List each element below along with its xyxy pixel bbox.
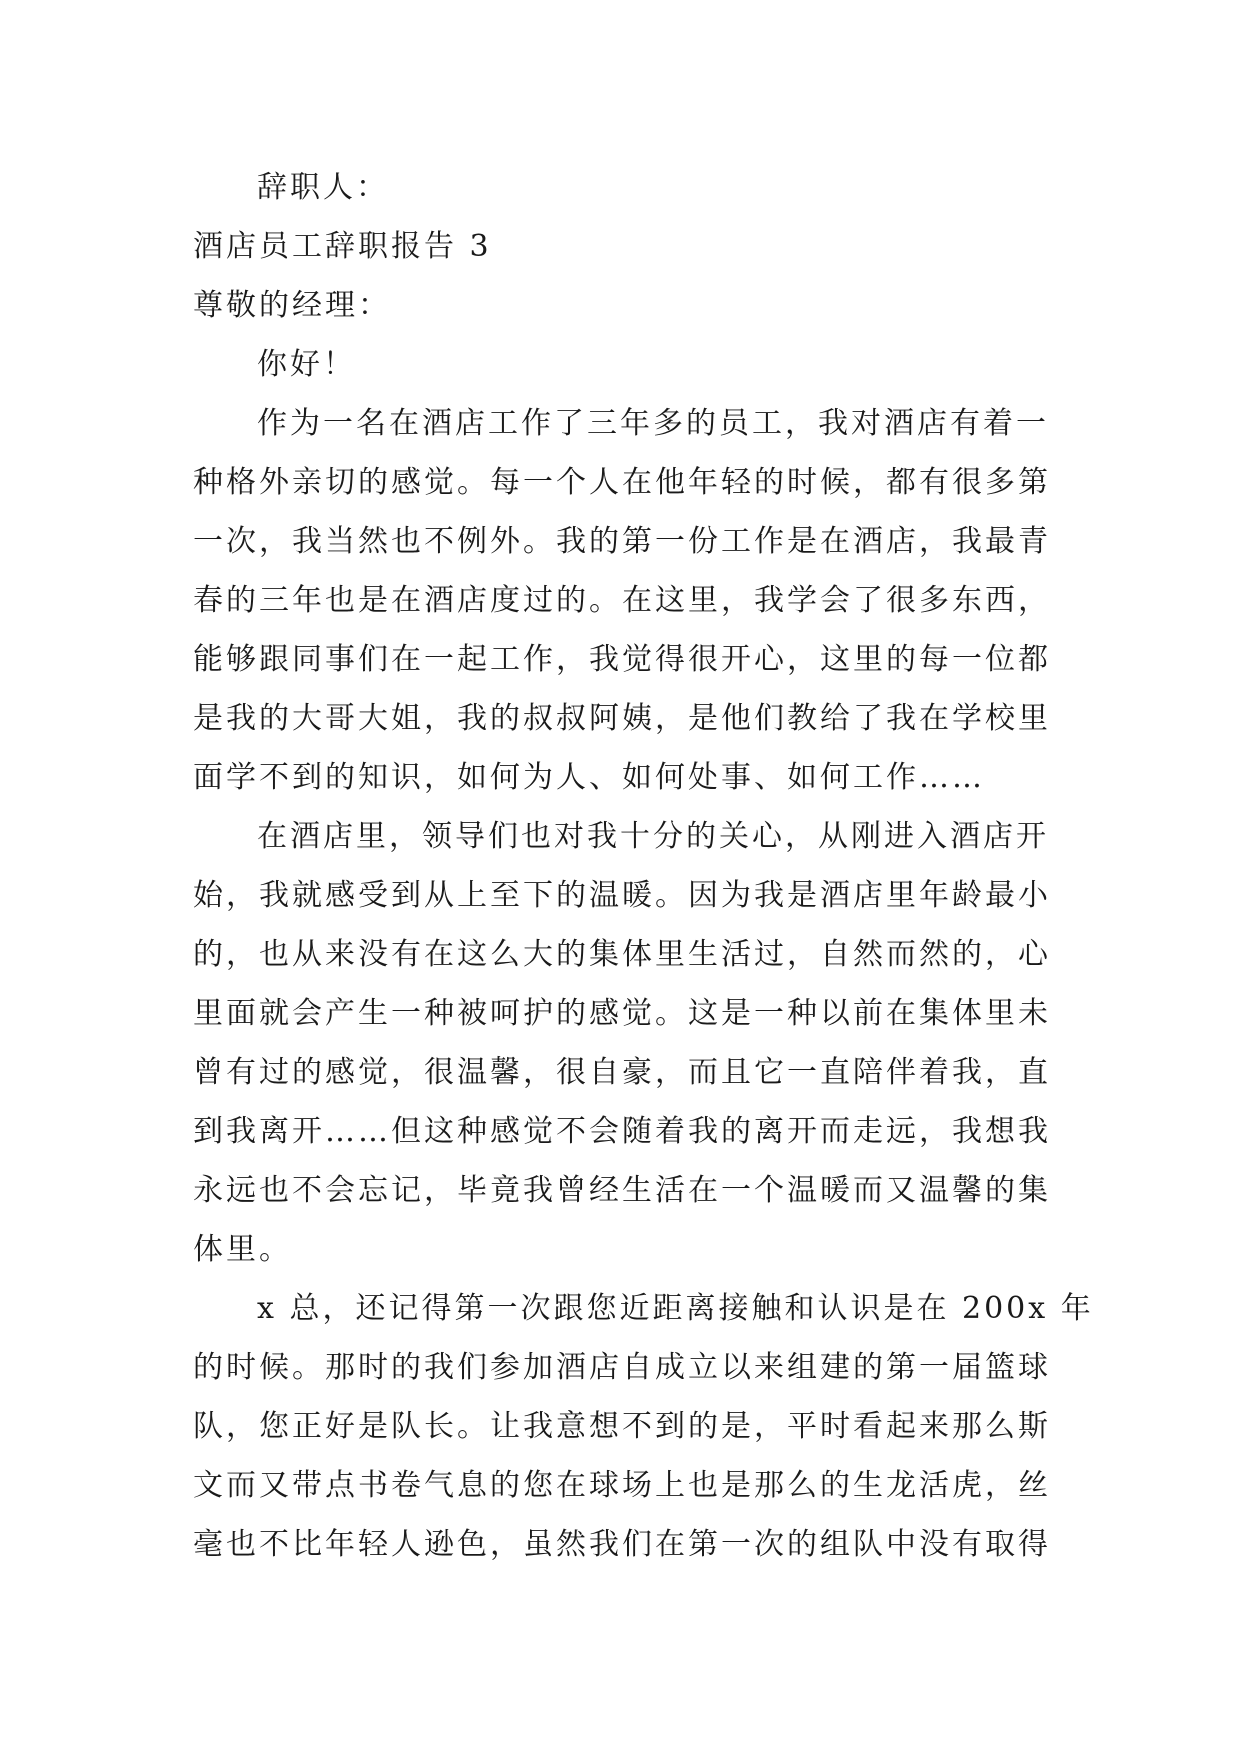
paragraph-2: [193, 807, 1053, 1279]
paragraph-line: 永远也不会忘记，毕竟我曾经生活在一个温暖而又温馨的集: [193, 1173, 1051, 1208]
paragraph-3: [193, 1279, 1094, 1574]
paragraph-line: 的时候。那时的我们参加酒店自成立以来组建的第一届篮球: [193, 1350, 1051, 1385]
paragraph-line: 是我的大哥大姐，我的叔叔阿姨，是他们教给了我在学校里: [193, 701, 1051, 736]
signature-label: 辞职人：: [257, 170, 389, 205]
greeting: 你好！: [257, 347, 356, 382]
paragraph-line: 队，您正好是队长。让我意想不到的是，平时看起来那么斯: [193, 1409, 1051, 1444]
paragraph-line: 作为一名在酒店工作了三年多的员工，我对酒店有着一: [257, 406, 1049, 441]
paragraph-line: 里面就会产生一种被呵护的感觉。这是一种以前在集体里未: [193, 996, 1051, 1031]
paragraph-line: 曾有过的感觉，很温馨，很自豪，而且它一直陪伴着我，直: [193, 1055, 1051, 1090]
paragraph-line: x 总，还记得第一次跟您近距离接触和认识是在 200x 年: [257, 1291, 1094, 1326]
paragraph-line: 一次，我当然也不例外。我的第一份工作是在酒店，我最青: [193, 524, 1051, 559]
salutation: 尊敬的经理：: [193, 288, 391, 323]
paragraph-line: 面学不到的知识，如何为人、如何处事、如何工作……: [193, 760, 985, 795]
paragraph-line: 春的三年也是在酒店度过的。在这里，我学会了很多东西，: [193, 583, 1051, 618]
paragraph-line: 毫也不比年轻人逊色，虽然我们在第一次的组队中没有取得: [193, 1527, 1051, 1562]
paragraph-line: 体里。: [193, 1232, 292, 1267]
paragraph-line: 文而又带点书卷气息的您在球场上也是那么的生龙活虎，丝: [193, 1468, 1051, 1503]
paragraph-1: [193, 394, 1053, 807]
paragraph-line: 的，也从来没有在这么大的集体里生活过，自然而然的，心: [193, 937, 1051, 972]
paragraph-line: 始，我就感受到从上至下的温暖。因为我是酒店里年龄最小: [193, 878, 1051, 913]
paragraph-line: 在酒店里，领导们也对我十分的关心，从刚进入酒店开: [257, 819, 1049, 854]
paragraph-line: 到我离开……但这种感觉不会随着我的离开而走远，我想我: [193, 1114, 1051, 1149]
paragraph-line: 能够跟同事们在一起工作，我觉得很开心，这里的每一位都: [193, 642, 1051, 677]
paragraph-line: 种格外亲切的感觉。每一个人在他年轻的时候，都有很多第: [193, 465, 1051, 500]
document-title: 酒店员工辞职报告 3: [193, 229, 492, 264]
document-body: [193, 158, 1094, 1574]
